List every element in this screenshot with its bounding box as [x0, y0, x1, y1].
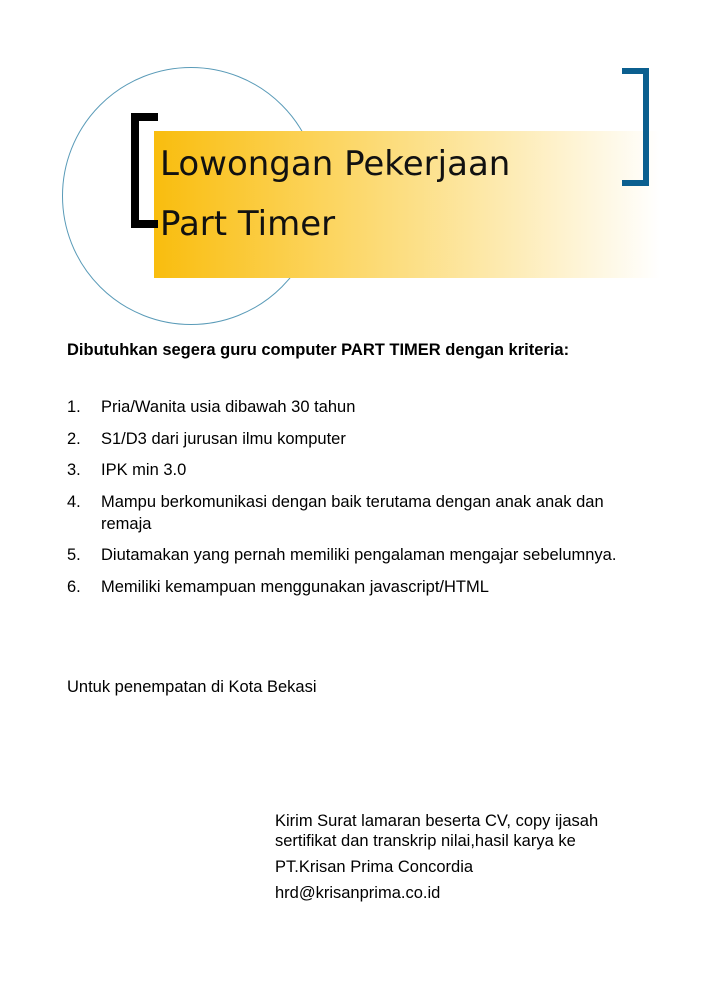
criteria-text: IPK min 3.0 [101, 461, 187, 479]
criteria-number: 2. [67, 429, 81, 448]
left-bracket-decoration [131, 113, 158, 228]
contact-instruction-line-2: sertifikat dan transkrip nilai,hasil karya ke [275, 832, 576, 850]
criteria-item [67, 396, 627, 418]
criteria-number: 5. [67, 546, 81, 564]
criteria-number: 1. [67, 398, 81, 416]
contact-email: hrd@krisanprima.co.id [275, 884, 441, 902]
criteria-item [67, 491, 627, 535]
right-bracket-decoration [622, 68, 649, 186]
criteria-number: 3. [67, 461, 81, 479]
criteria-list [67, 396, 627, 607]
intro-text: Dibutuhkan segera guru computer PART TIMER dengan kriteria: [67, 341, 570, 359]
criteria-text: S1/D3 dari jurusan ilmu komputer [101, 429, 346, 448]
title-line-2: Part Timer [160, 204, 336, 244]
title-line-1: Lowongan Pekerjaan [160, 144, 511, 184]
criteria-item [67, 428, 627, 450]
criteria-number: 4. [67, 492, 81, 511]
page-title [160, 134, 510, 254]
contact-block [275, 811, 695, 903]
criteria-item [67, 544, 627, 566]
criteria-text: Memiliki kemampuan menggunakan javascript/HTML [101, 577, 489, 596]
criteria-text: Diutamakan yang pernah memiliki pengalaman mengajar sebelumnya. [101, 546, 617, 564]
criteria-text: Mampu berkomunikasi dengan baik terutama dengan anak anak dan remaja [101, 492, 604, 533]
placement-text: Untuk penempatan di Kota Bekasi [67, 678, 317, 696]
criteria-item [67, 576, 627, 598]
criteria-number: 6. [67, 577, 81, 596]
criteria-text: Pria/Wanita usia dibawah 30 tahun [101, 398, 356, 416]
criteria-item [67, 459, 627, 481]
contact-instruction-line-1: Kirim Surat lamaran beserta CV, copy ijasah [275, 812, 599, 830]
company-name: PT.Krisan Prima Concordia [275, 858, 474, 876]
